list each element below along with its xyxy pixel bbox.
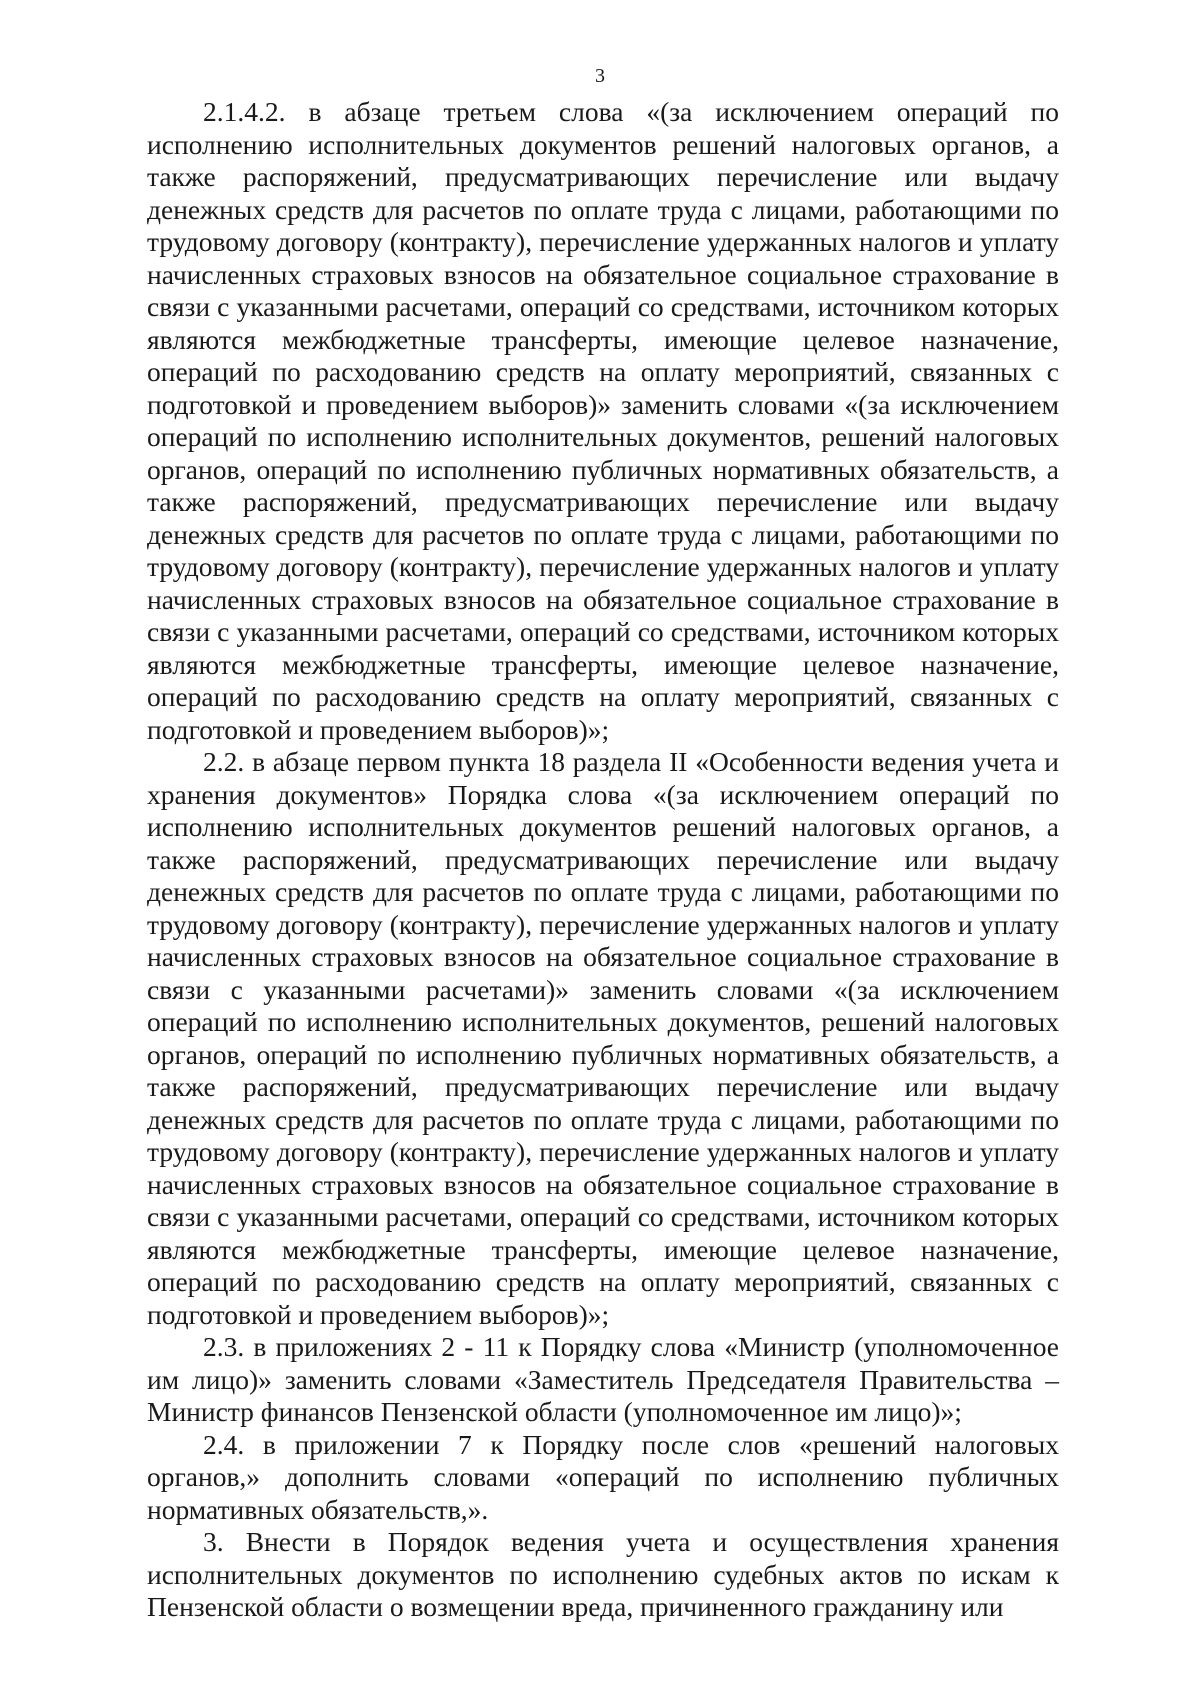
paragraph-3: 3. Внести в Порядок ведения учета и осуществления хранения исполнительных документов по исполнению судебных актов по искам к Пензенской области о возмещении вреда, причиненного гражданину или xyxy=(147,1526,1059,1622)
paragraph-2-4: 2.4. в приложении 7 к Порядку после слов «решений налоговых органов,» дополнить словами «операций по исполнению публичных нормативных обязательств,». xyxy=(147,1428,1059,1525)
document-body xyxy=(147,96,1059,1624)
page-number: 3 xyxy=(595,65,605,87)
paragraph-2-2: 2.2. в абзаце первом пункта 18 раздела II «Особенности ведения учета и хранения документов» Порядка слова «(за исключением операций по исполнению исполнительных документов решений налоговых органов, а также распоряжений, предусматривающих перечисление или выдачу денежных средств для расчетов по оплате труда с лицами, работающими по трудовому договору (контракту), перечисление удержанных налогов и уплату начисленных страховых взносов на обязательное социальное страхование в связи с указанными расчетами)» заменить словами «(за исключением операций по исполнению исполнительных документов, решений налоговых органов, операций по исполнению публичных нормативных обязательств, а также распоряжений, предусматривающих перечисление или выдачу денежных средств для расчетов по оплате труда с лицами, работающими по трудовому договору (контракту), перечисление удержанных налогов и уплату начисленных страховых взносов на обязательное социальное страхование в связи с указанными расчетами, операций со средствами, источником которых являются межбюджетные трансферты, имеющие целевое назначение, операций по расходованию средств на оплату мероприятий, связанных с подготовкой и проведением выборов)»; xyxy=(147,746,1059,1330)
paragraph-2-1-4-2: 2.1.4.2. в абзаце третьем слова «(за исключением операций по исполнению исполнительных документов решений налоговых органов, а также распоряжений, предусматривающих перечисление или выдачу денежных средств для расчетов по оплате труда с лицами, работающими по трудовому договору (контракту), перечисление удержанных налогов и уплату начисленных страховых взносов на обязательное социальное страхование в связи с указанными расчетами, операций со средствами, источником которых являются межбюджетные трансферты, имеющие целевое назначение, операций по расходованию средств на оплату мероприятий, связанных с подготовкой и проведением выборов)» заменить словами «(за исключением операций по исполнению исполнительных документов, решений налоговых органов, операций по исполнению публичных нормативных обязательств, а также распоряжений, предусматривающих перечисление или выдачу денежных средств для расчетов по оплате труда с лицами, работающими по трудовому договору (контракту), перечисление удержанных налогов и уплату начисленных страховых взносов на обязательное социальное страхование в связи с указанными расчетами, операций со средствами, источником которых являются межбюджетные трансферты, имеющие целевое назначение, операций по расходованию средств на оплату мероприятий, связанных с подготовкой и проведением выборов)»; xyxy=(147,96,1059,745)
paragraph-2-3: 2.3. в приложениях 2 - 11 к Порядку слова «Министр (уполномоченное им лицо)» заменить словами «Заместитель Председателя Правительства – Министр финансов Пензенской области (уполномоченное им лицо)»; xyxy=(147,1331,1059,1427)
